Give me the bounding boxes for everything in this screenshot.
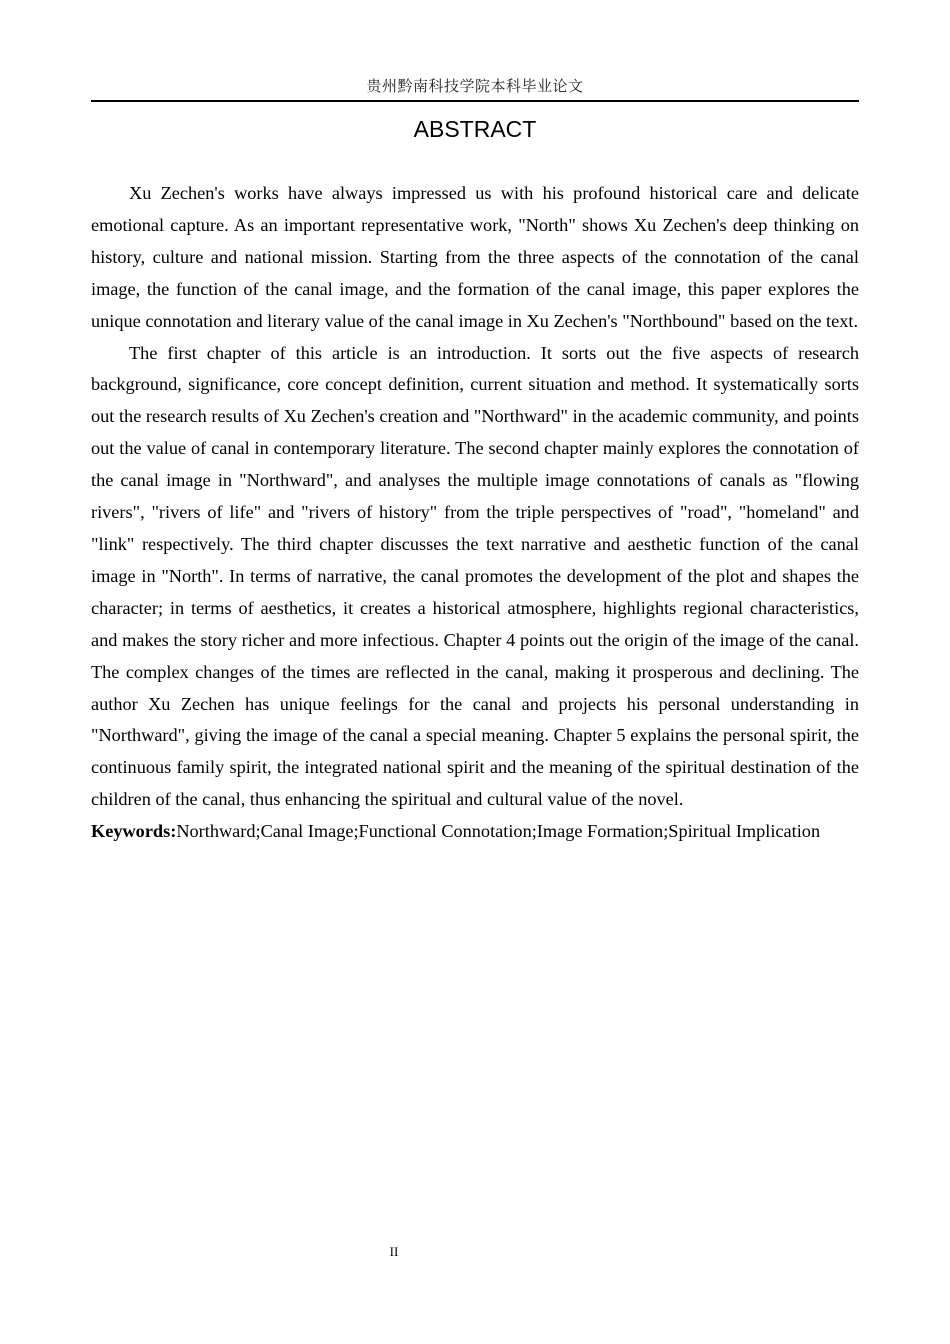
page-number: II [389, 1244, 399, 1259]
abstract-paragraph-2: The first chapter of this article is an introduction. It sorts out the five aspects of research background, significance, core concept definition, current situation and method. It systematically sorts out the research results of Xu Zechen's creation and "Northward" in the academic community, and points out the value of canal in contemporary literature. The second chapter mainly explores the connotation of the canal image in "Northward", and analyses the multiple image connotations of canals as "flowing rivers", "rivers of life" and "rivers of history" from the triple perspectives of "road", "homeland" and "link" respectively. The third chapter discusses the text narrative and aesthetic function of the canal image in "North". In terms of narrative, the canal promotes the development of the plot and shapes the character; in terms of aesthetics, it creates a historical atmosphere, highlights regional characteristics, and makes the story richer and more infectious. Chapter 4 points out the origin of the image of the canal. The complex changes of the times are reflected in the canal, making it prosperous and declining. The author Xu Zechen has unique feelings for the canal and projects his personal understanding in "Northward", giving the image of the canal a special meaning. Chapter 5 explains the personal spirit, the continuous family spirit, the integrated national spirit and the meaning of the spiritual destination of the children of the canal, thus enhancing the spiritual and cultural value of the novel. [91, 342, 859, 810]
abstract-paragraph-1: Xu Zechen's works have always impressed us with his profound historical care and delicate emotional capture. As an important representative work, "North" shows Xu Zechen's deep thinking on history, culture and national mission. Starting from the three aspects of the connotation of the canal image, the function of the canal image, and the formation of the canal image, this paper explores the unique connotation and literary value of the canal image in Xu Zechen's "Northbound" based on the text. [91, 183, 859, 331]
keywords-label: Keywords: [91, 821, 177, 842]
keywords-text: Northward;Canal Image;Functional Connotation;Image Formation;Spiritual Implication [176, 821, 821, 842]
abstract-body [91, 178, 859, 848]
running-header: 贵州黔南科技学院本科毕业论文 [366, 77, 584, 95]
abstract-heading: ABSTRACT [413, 116, 537, 142]
header-rule [91, 100, 859, 102]
keywords-line [91, 816, 859, 848]
